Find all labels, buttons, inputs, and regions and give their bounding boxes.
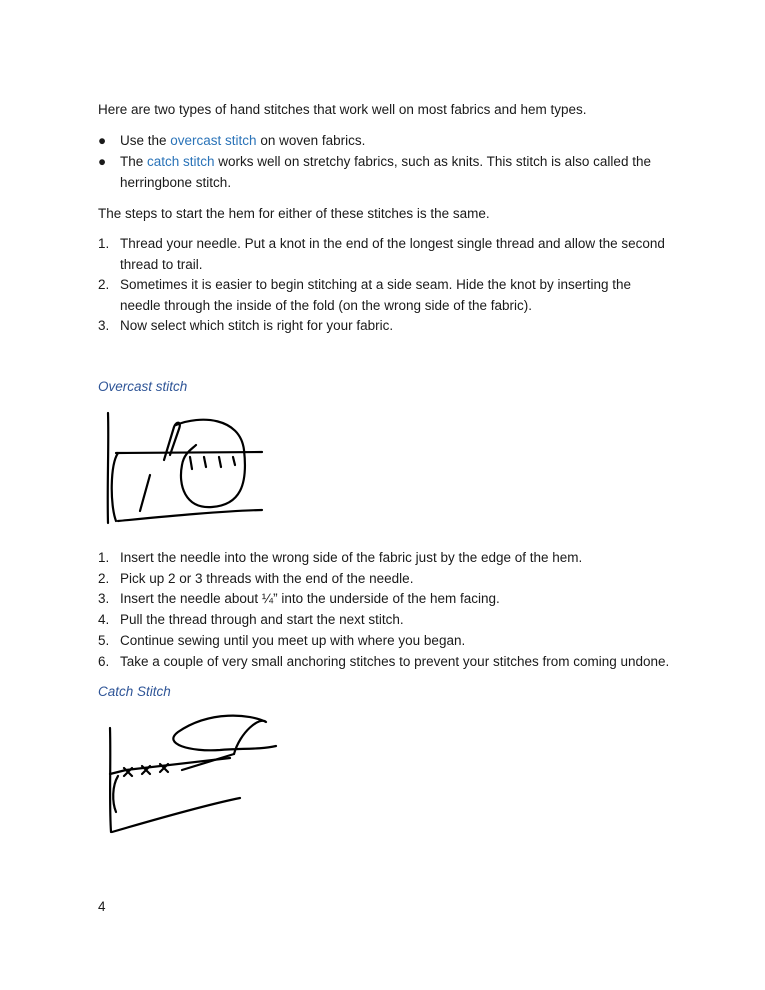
step-number: 3. [98, 591, 110, 606]
stitch-mark [190, 457, 192, 469]
list-item: Pull the thread through and start the next stitch. [120, 612, 404, 627]
catch-stitch-heading: Catch Stitch [98, 684, 171, 699]
bullet-text: The [120, 154, 148, 169]
hem-bottom-edge [112, 798, 240, 832]
overcast-stitch-illustration [100, 405, 270, 530]
list-item [120, 133, 365, 148]
overcast-stitch-heading: Overcast stitch [98, 379, 188, 394]
hem-fold [113, 776, 118, 812]
stitch-mark [219, 457, 221, 467]
stitch-mark [233, 457, 235, 465]
steps-intro: The steps to start the hem for either of these stitches is the same. [98, 206, 490, 221]
list-item: Sometimes it is easier to begin stitching at a side seam. Hide the knot by inserting the [120, 277, 632, 292]
thread-loop [173, 716, 276, 754]
list-item: Take a couple of very small anchoring stitches to prevent your stitches from coming undone. [120, 654, 670, 669]
stitch-mark [204, 457, 206, 467]
fabric-fold-vertical [110, 728, 111, 832]
step-number: 6. [98, 654, 110, 669]
list-item: Pick up 2 or 3 threads with the end of the needle. [120, 571, 414, 586]
bullet-text: works well on stretchy fabrics, such as knits. This stitch is also called the [214, 154, 651, 169]
step-number: 2. [98, 571, 110, 586]
hem-fold [112, 453, 118, 521]
bullet-marker: ● [98, 154, 107, 169]
intro-paragraph: Here are two types of hand stitches that work well on most fabrics and hem types. [98, 102, 587, 117]
step-number: 5. [98, 633, 110, 648]
bullet-marker: ● [98, 133, 107, 148]
fabric-fold-vertical [108, 413, 109, 523]
list-item: Now select which stitch is right for your fabric. [120, 318, 394, 333]
bullet-text-continued: herringbone stitch. [120, 175, 232, 190]
catch-stitch-illustration [100, 712, 285, 837]
catch-stitch-link[interactable]: catch stitch [147, 154, 215, 169]
list-item: Insert the needle into the wrong side of the fabric just by the edge of the hem. [120, 550, 583, 565]
list-item-continued: thread to trail. [120, 257, 203, 272]
step-number: 1. [98, 236, 110, 251]
page-number: 4 [98, 899, 106, 914]
list-item: Thread your needle. Put a knot in the end of the longest single thread and allow the second [120, 236, 665, 251]
list-item: Insert the needle about ¼” into the underside of the hem facing. [120, 591, 500, 606]
list-item: Continue sewing until you meet up with where you began. [120, 633, 466, 648]
list-item-continued: needle through the inside of the fold (on the wrong side of the fabric). [120, 298, 533, 313]
step-number: 3. [98, 318, 110, 333]
overcast-stitch-link[interactable]: overcast stitch [170, 133, 257, 148]
thread-end [140, 475, 150, 511]
bullet-text: Use the [120, 133, 171, 148]
step-number: 1. [98, 550, 110, 565]
bullet-text: on woven fabrics. [256, 133, 366, 148]
needle [164, 423, 180, 460]
step-number: 2. [98, 277, 110, 292]
list-item [120, 154, 651, 169]
step-number: 4. [98, 612, 110, 627]
